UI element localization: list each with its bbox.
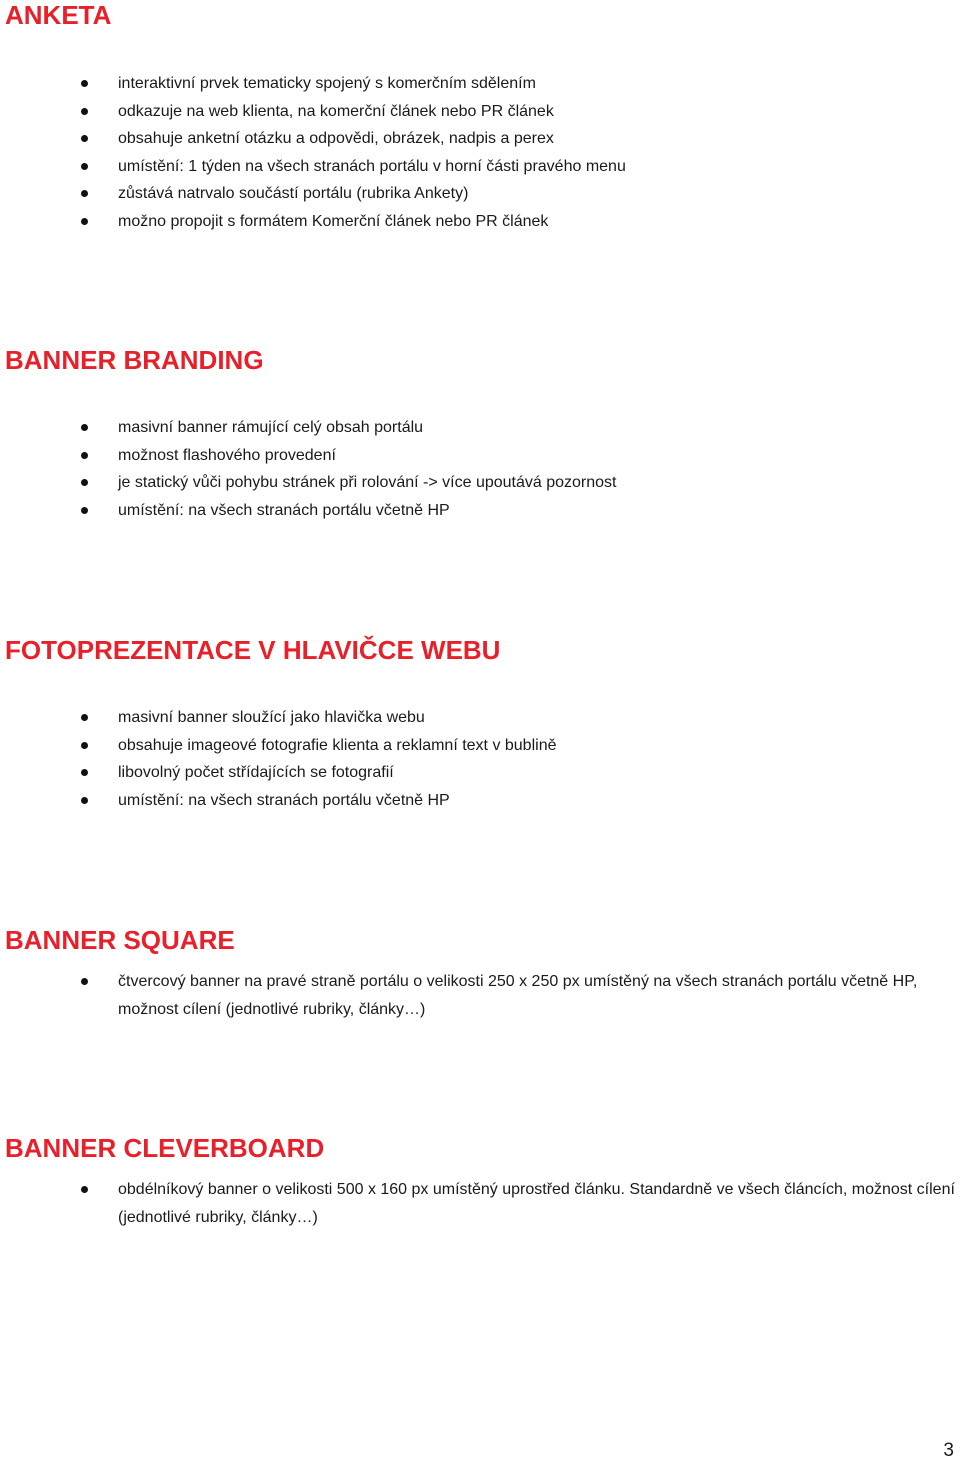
bullet-icon	[81, 797, 88, 804]
bullet-icon	[81, 452, 88, 459]
page-number: 3	[943, 1440, 954, 1461]
list-item: masivní banner rámující celý obsah portálu	[0, 414, 960, 442]
list-item: je statický vůči pohybu stránek při rolování -> více upoutává pozornost	[0, 469, 960, 497]
list-item: možnost flashového provedení	[0, 442, 960, 470]
section-list-anketa	[0, 70, 960, 235]
bullet-icon	[81, 135, 88, 142]
bullet-icon	[81, 80, 88, 87]
bullet-icon	[81, 190, 88, 197]
bullet-icon	[81, 163, 88, 170]
list-item: obdélníkový banner o velikosti 500 x 160 px umístěný uprostřed článku. Standardně ve všech článcích, možnost cílení (jednotlivé rubriky, články…)	[0, 1176, 960, 1231]
section-title-banner-square: BANNER SQUARE	[5, 925, 235, 955]
section-title-banner-cleverboard: BANNER CLEVERBOARD	[5, 1133, 325, 1163]
list-item: obsahuje imageové fotografie klienta a reklamní text v bublině	[0, 732, 960, 760]
bullet-icon	[81, 218, 88, 225]
list-item: umístění: na všech stranách portálu včetně HP	[0, 497, 960, 525]
section-title-fotoprezentace: FOTOPREZENTACE V HLAVIČCE WEBU	[5, 635, 501, 665]
list-item: libovolný počet střídajících se fotografií	[0, 759, 960, 787]
bullet-icon	[81, 714, 88, 721]
section-list-banner-branding	[0, 414, 960, 524]
list-item: umístění: 1 týden na všech stranách portálu v horní části pravého menu	[0, 153, 960, 181]
list-item: obsahuje anketní otázku a odpovědi, obrázek, nadpis a perex	[0, 125, 960, 153]
bullet-icon	[81, 978, 88, 985]
list-item: odkazuje na web klienta, na komerční článek nebo PR článek	[0, 98, 960, 126]
bullet-icon	[81, 424, 88, 431]
bullet-icon	[81, 1186, 88, 1193]
section-list-banner-cleverboard	[0, 1176, 960, 1231]
section-title-banner-branding: BANNER BRANDING	[5, 345, 264, 375]
section-list-banner-square	[0, 968, 960, 1023]
bullet-icon	[81, 108, 88, 115]
list-item: umístění: na všech stranách portálu včetně HP	[0, 787, 960, 815]
list-item: zůstává natrvalo součástí portálu (rubrika Ankety)	[0, 180, 960, 208]
section-list-fotoprezentace	[0, 704, 960, 814]
list-item: čtvercový banner na pravé straně portálu o velikosti 250 x 250 px umístěný na všech stranách portálu včetně HP, možnost cílení (jednotlivé rubriky, články…)	[0, 968, 960, 1023]
list-item: interaktivní prvek tematicky spojený s komerčním sdělením	[0, 70, 960, 98]
list-item: možno propojit s formátem Komerční článek nebo PR článek	[0, 208, 960, 236]
bullet-icon	[81, 479, 88, 486]
section-title-anketa: ANKETA	[5, 0, 112, 30]
list-item: masivní banner sloužící jako hlavička webu	[0, 704, 960, 732]
bullet-icon	[81, 769, 88, 776]
bullet-icon	[81, 507, 88, 514]
bullet-icon	[81, 742, 88, 749]
